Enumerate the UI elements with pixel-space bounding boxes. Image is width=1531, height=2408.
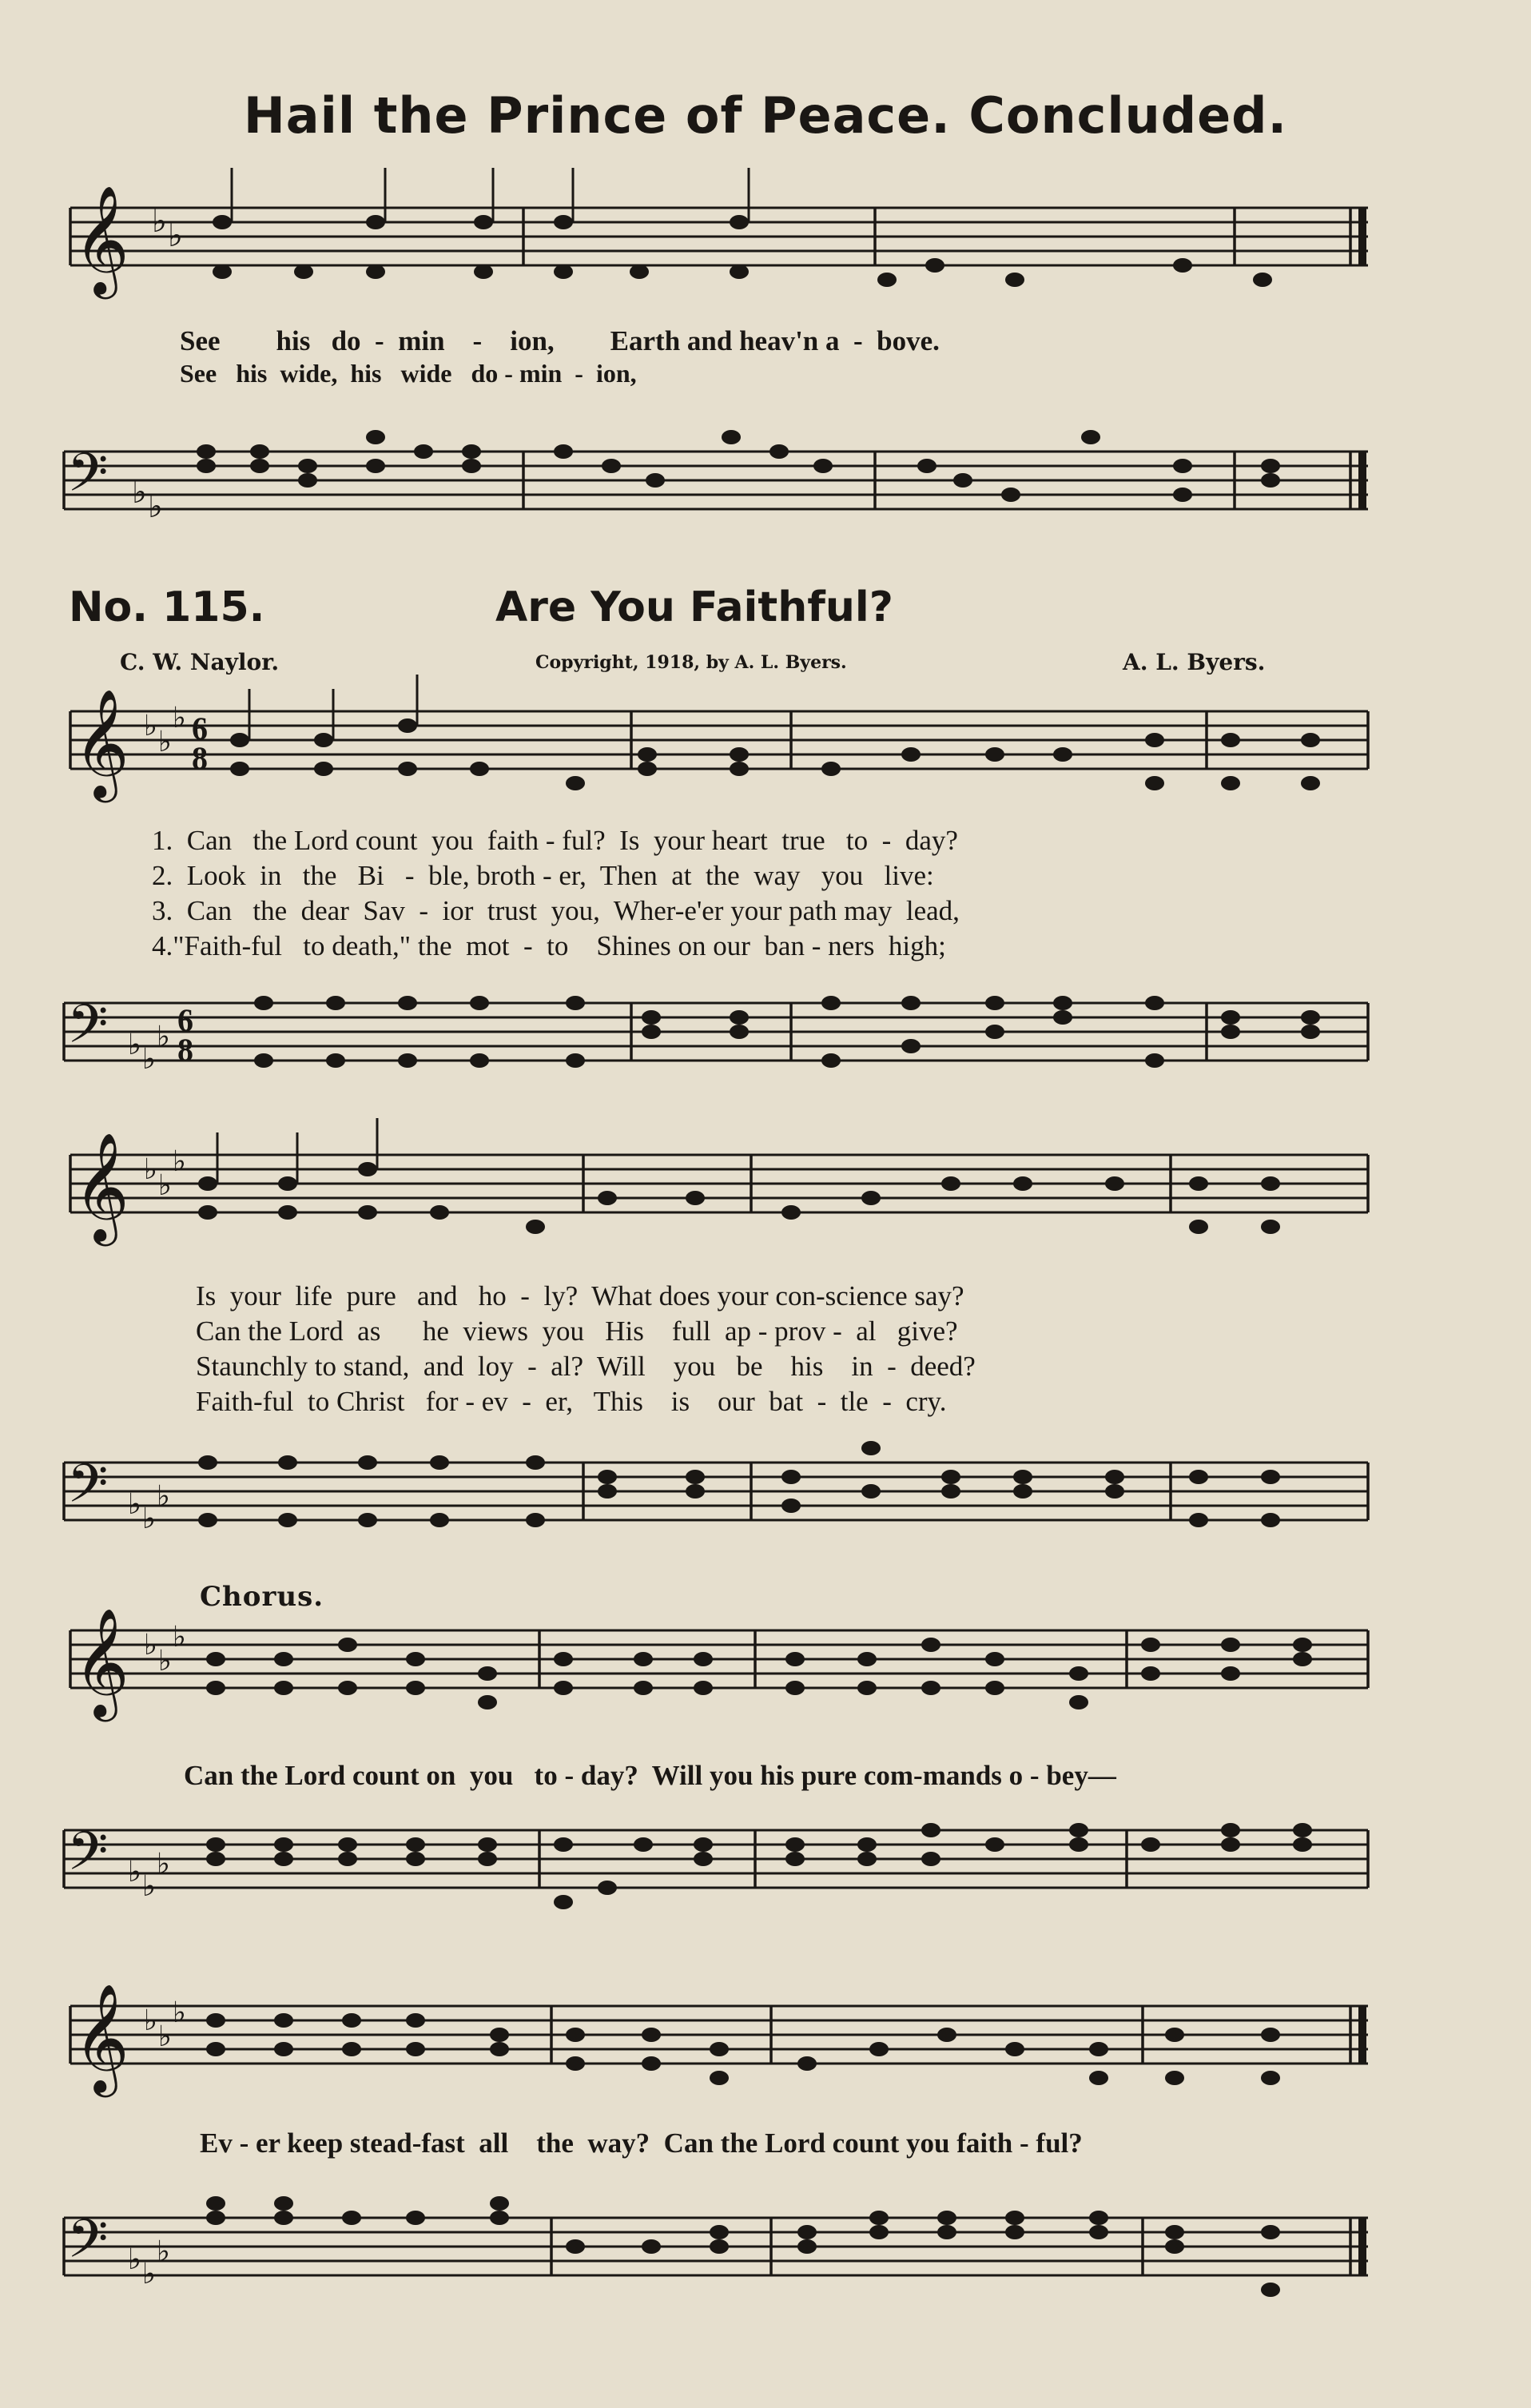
svg-text:♭: ♭ — [173, 1996, 186, 2029]
treble-clef-icon: 𝄞 — [74, 1982, 129, 2092]
bass-clef-icon: 𝄢 — [67, 1821, 109, 1895]
svg-text:♭: ♭ — [142, 1043, 156, 1076]
svg-text:♭: ♭ — [157, 1480, 170, 1513]
verse-4-line-b: Faith-ful to Christ for - ev - er, This is our bat - tle - cry. — [196, 1386, 947, 1417]
treble-staff-system-3 — [0, 1131, 1531, 1259]
svg-text:♭: ♭ — [128, 2243, 141, 2276]
treble-clef-icon: 𝄞 — [74, 184, 129, 294]
treble-clef-icon: 𝄞 — [74, 1131, 129, 1241]
svg-text:♭: ♭ — [157, 2235, 170, 2268]
svg-text:♭: ♭ — [144, 1153, 157, 1186]
hymn-title: Are You Faithful? — [495, 583, 893, 631]
treble-staff-system-1 — [0, 184, 1531, 304]
svg-text:6: 6 — [177, 1002, 193, 1038]
chorus-lyric-line-1: Can the Lord count on you to - day? Will you his pure com-mands o - bey— — [184, 1760, 1116, 1791]
bass-staff-chorus-1 — [0, 1814, 1531, 1926]
treble-clef-icon: 𝄞 — [74, 687, 129, 798]
copyright-notice: Copyright, 1918, by A. L. Byers. — [535, 652, 847, 673]
bass-staff-system-3 — [0, 1447, 1531, 1558]
svg-text:♭: ♭ — [142, 2258, 156, 2291]
author-credit: C. W. Naylor. — [120, 649, 280, 675]
svg-text:♭: ♭ — [128, 1029, 141, 1061]
svg-text:♭: ♭ — [142, 1870, 156, 1903]
svg-text:♭: ♭ — [158, 1645, 172, 1678]
svg-text:♭: ♭ — [157, 1021, 170, 1053]
bass-clef-icon: 𝄢 — [67, 993, 109, 1068]
treble-clef-icon: 𝄞 — [74, 1606, 129, 1717]
svg-text:8: 8 — [192, 740, 208, 776]
bass-clef-icon: 𝄢 — [67, 2208, 109, 2283]
svg-text:♭: ♭ — [173, 1621, 186, 1654]
verse-1-line-b: Is your life pure and ho - ly? What does your con-science say? — [196, 1280, 964, 1311]
svg-text:♭: ♭ — [158, 2020, 172, 2053]
svg-text:♭: ♭ — [152, 203, 167, 240]
verse-1-line-a: 1. Can the Lord count you faith - ful? Is your heart true to - day? — [152, 825, 958, 856]
svg-text:♭: ♭ — [168, 217, 183, 254]
svg-text:♭: ♭ — [144, 1629, 157, 1662]
hymn-number: No. 115. — [69, 583, 265, 631]
bass-staff-system-2 — [0, 987, 1531, 1099]
svg-text:8: 8 — [177, 1032, 193, 1068]
verse-2-line-b: Can the Lord as he views you His full ap - prov - al give? — [196, 1315, 958, 1347]
svg-text:♭: ♭ — [142, 1503, 156, 1535]
svg-text:6: 6 — [192, 710, 208, 746]
previous-hymn-title: Hail the Prince of Peace. Concluded. — [243, 86, 1288, 145]
verse-3-line-a: 3. Can the dear Sav - ior trust you, Wher-e'er your path may lead, — [152, 895, 960, 926]
svg-text:♭: ♭ — [128, 1856, 141, 1889]
treble-staff-system-2 — [0, 687, 1531, 815]
chorus-label: Chorus. — [200, 1581, 324, 1613]
svg-text:♭: ♭ — [173, 702, 186, 734]
svg-text:♭: ♭ — [157, 1848, 170, 1881]
composer-credit: A. L. Byers. — [1123, 649, 1266, 675]
treble-staff-chorus-1 — [0, 1606, 1531, 1734]
svg-text:♭: ♭ — [144, 710, 157, 742]
bass-staff-system-1 — [0, 436, 1531, 547]
svg-text:♭: ♭ — [158, 726, 172, 758]
previous-hymn-lyric-line-2: See his wide, his wide do - min - ion, — [180, 359, 637, 388]
chorus-lyric-line-2: Ev - er keep stead-fast all the way? Can the Lord count you faith - ful? — [200, 2127, 1083, 2159]
bass-staff-chorus-2 — [0, 2202, 1531, 2314]
svg-text:♭: ♭ — [158, 1169, 172, 1202]
bass-clef-icon: 𝄢 — [67, 1453, 109, 1527]
verse-3-line-b: Staunchly to stand, and loy - al? Will you be his in - deed? — [196, 1351, 976, 1382]
previous-hymn-lyric-line-1: See his do - min - ion, Earth and heav'n a - bove. — [180, 325, 940, 356]
svg-text:♭: ♭ — [173, 1145, 186, 1178]
svg-text:♭: ♭ — [148, 488, 163, 525]
verse-4-line-a: 4."Faith-ful to death," the mot - to Shines on our ban - ners high; — [152, 930, 946, 961]
treble-staff-chorus-2 — [0, 1982, 1531, 2110]
bass-clef-icon: 𝄢 — [67, 442, 109, 516]
verse-2-line-a: 2. Look in the Bi - ble, broth - er, Then at the way you live: — [152, 860, 934, 891]
svg-text:♭: ♭ — [144, 2004, 157, 2037]
svg-text:♭: ♭ — [128, 1488, 141, 1521]
svg-text:♭: ♭ — [132, 474, 147, 511]
